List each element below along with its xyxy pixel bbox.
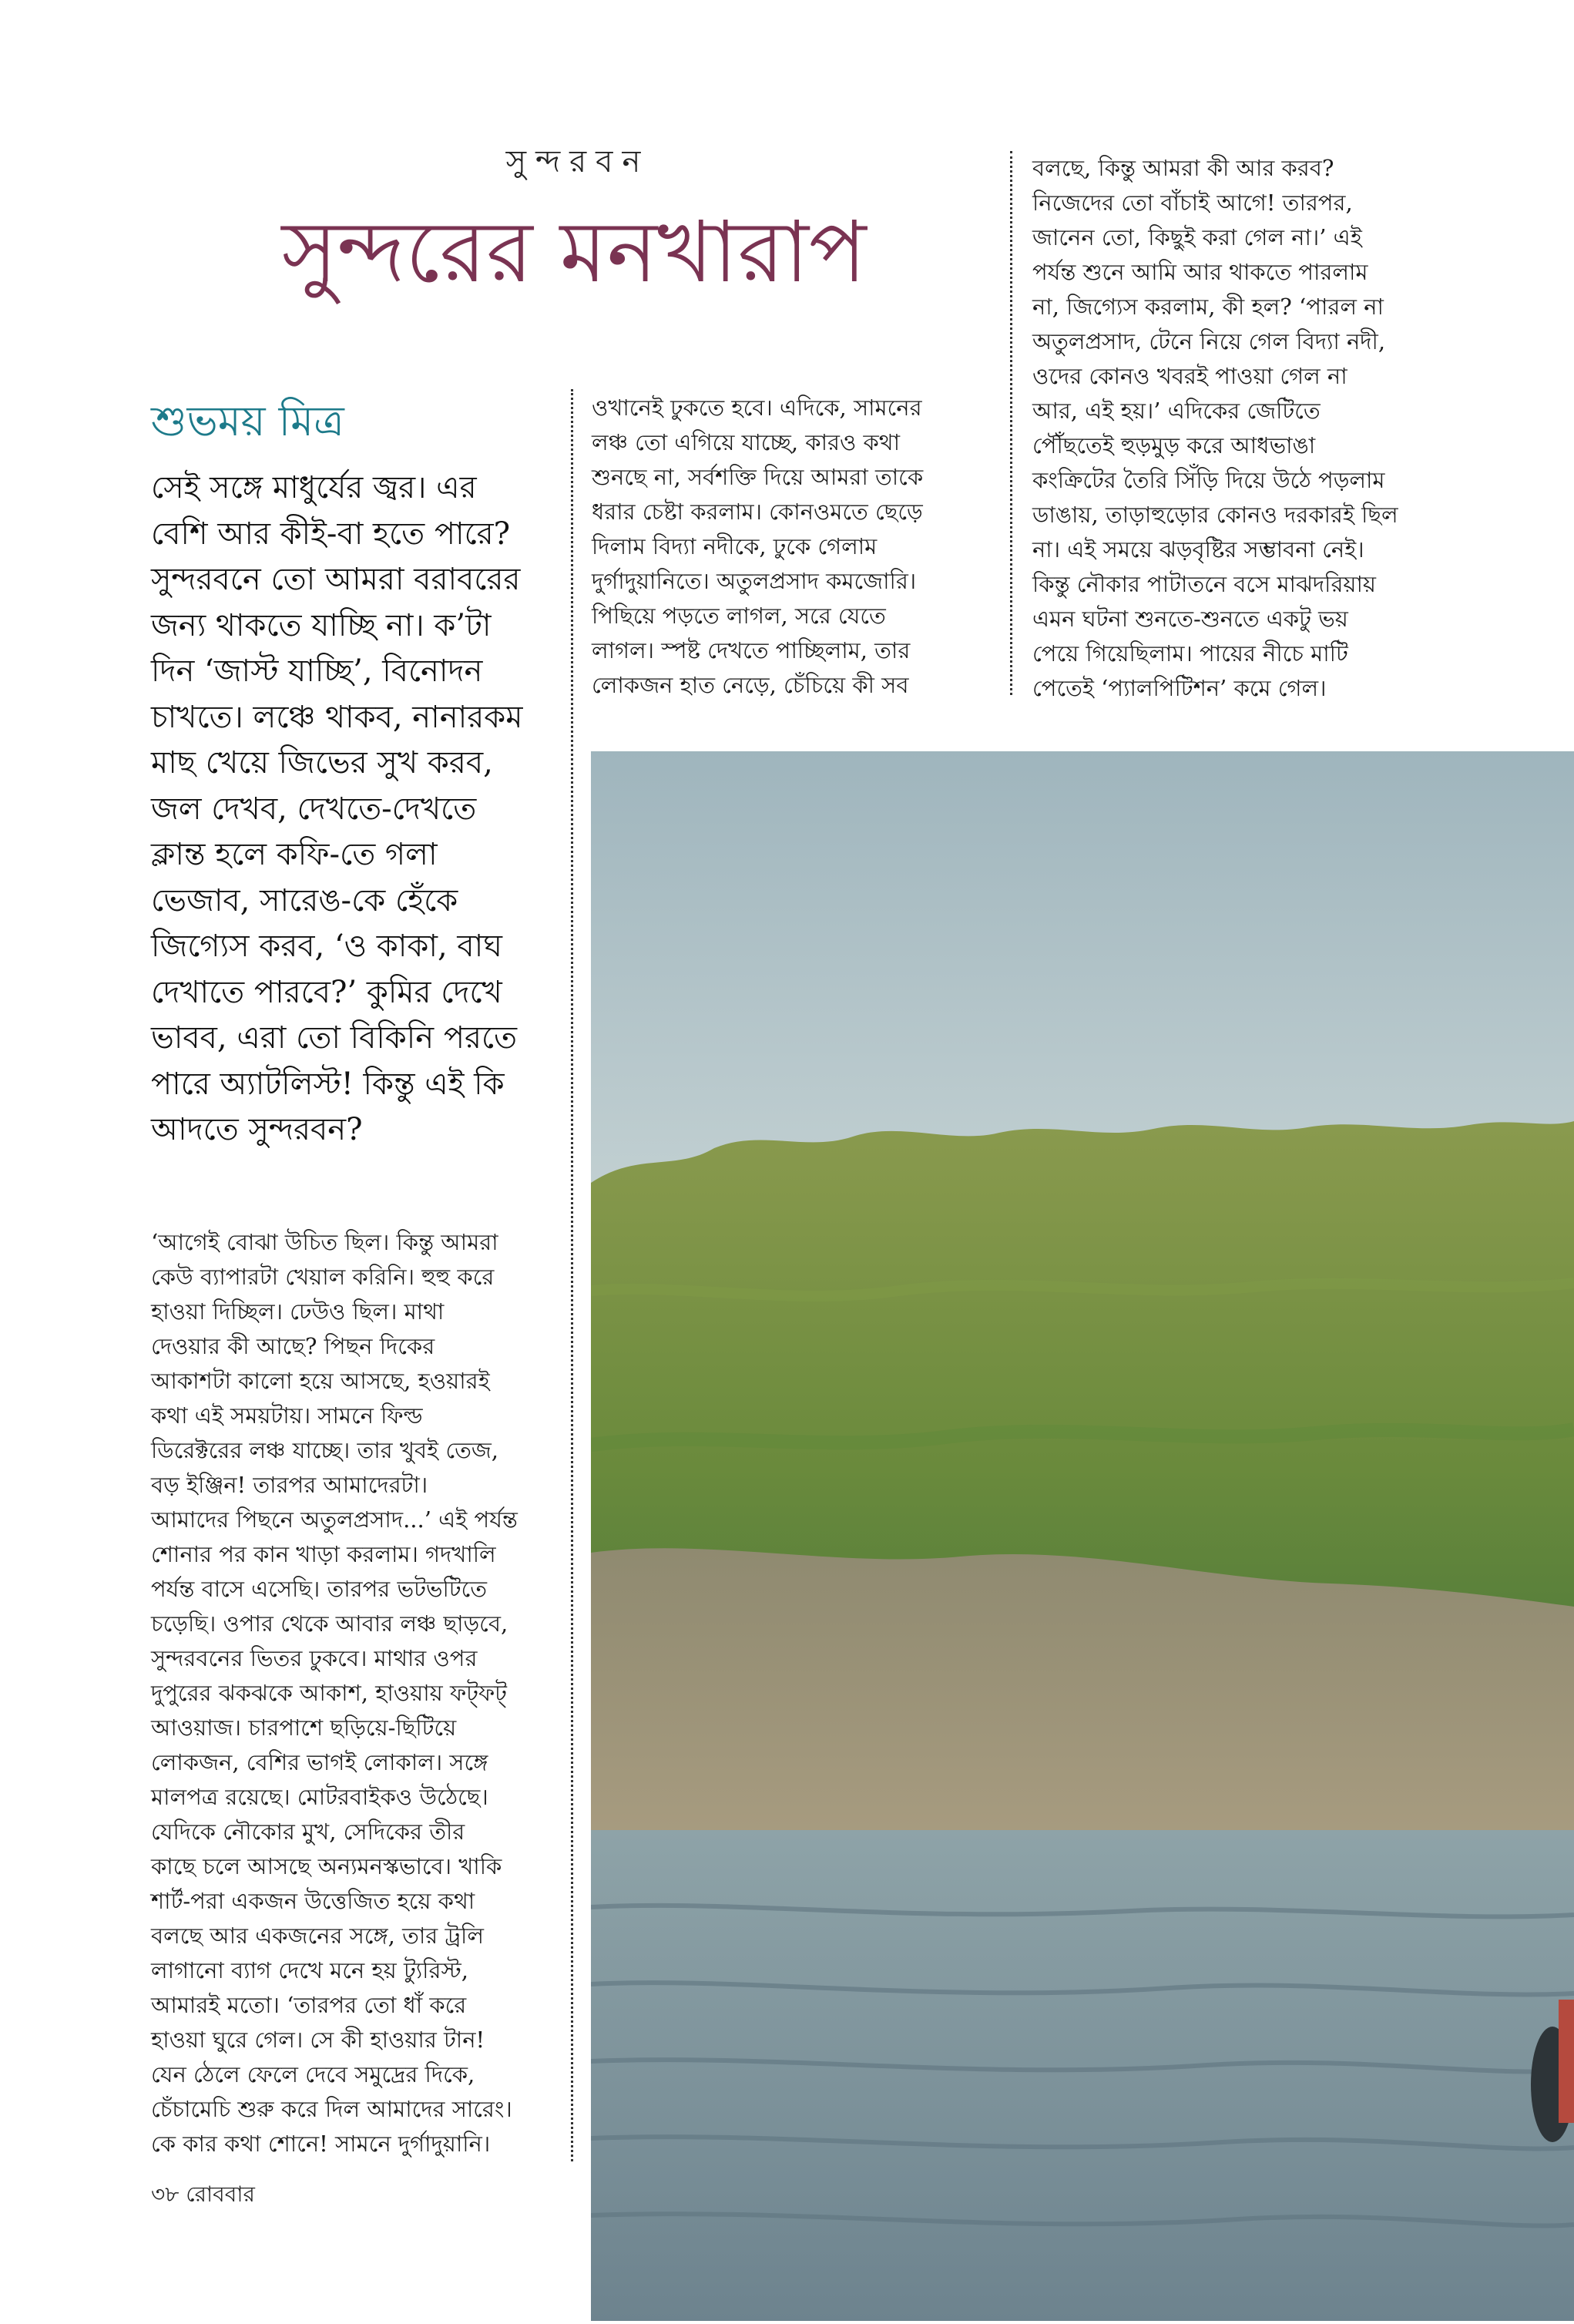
body-line: যেদিকে নৌকোর মুখ, সেদিকের তীর [151, 1819, 465, 1845]
body-line: বলছে, কিন্তু আমরা কী আর করব? [1032, 155, 1334, 181]
mangrove-riverbank-photo [591, 751, 1574, 2321]
body-line: কিন্তু নৌকার পাটাতনে বসে মাঝদরিয়ায় [1032, 571, 1376, 597]
body-line: সুন্দরবনের ভিতর ঢুকবে। মাথার ওপর [151, 1645, 478, 1671]
lead-paragraph [151, 465, 552, 1154]
lead-line: দেখাতে পারবে?’ কুমির দেখে [151, 974, 502, 1010]
body-line: আকাশটা কালো হয়ে আসছে, হওয়ারই [151, 1368, 490, 1394]
lead-line: পারে অ্যাটলিস্ট! কিন্তু এই কি [151, 1066, 505, 1102]
lead-line: ভেজাব, সারেঙ-কে হেঁকে [151, 882, 458, 919]
body-line: ডাঙায়, তাড়াহুড়োর কোনও দরকারই ছিল [1032, 502, 1398, 528]
body-line: পিছিয়ে পড়তে লাগল, সরে যেতে [592, 603, 886, 629]
body-line: ধরার চেষ্টা করলাম। কোনওমতে ছেড়ে [592, 499, 923, 525]
author-byline: শুভময় মিত্র [151, 397, 344, 445]
lead-line: সেই সঙ্গে মাধুর্যের জ্বর। এর [151, 470, 477, 505]
body-line: অতুলপ্রসাদ, টেনে নিয়ে গেল বিদ্যা নদী, [1032, 328, 1386, 354]
lead-line: জন্য থাকতে যাচ্ছি না। ক’টা [151, 607, 492, 643]
body-line: দুপুরের ঝকঝকে আকাশ, হাওয়ায় ফট্‌ফট্ [151, 1680, 507, 1706]
column-divider [571, 389, 573, 2161]
body-line: নিজেদের তো বাঁচাই আগে! তারপর, [1032, 190, 1353, 216]
lead-line: ক্লান্ত হলে কফি-তে গলা [151, 837, 438, 872]
body-line: কথা এই সময়টায়। সামনে ফিল্ড [151, 1402, 423, 1429]
body-line: লোকজন, বেশির ভাগই লোকাল। সঙ্গে [151, 1749, 488, 1775]
body-line: এমন ঘটনা শুনতে-শুনতে একটু ভয় [1032, 606, 1348, 632]
body-line: শুনছে না, সর্বশক্তি দিয়ে আমরা তাকে [592, 464, 924, 490]
body-line: পেতেই ‘প্যালপিটিশন’ কমে গেল। [1032, 675, 1327, 701]
lead-line: চাখতে। লঞ্চে থাকব, নানারকম [151, 699, 523, 735]
body-line: জানেন তো, কিছুই করা গেল না।’ এই [1032, 224, 1362, 250]
lead-line: আদতে সুন্দরবন? [151, 1112, 363, 1147]
body-line: পৌঁছতেই হুড়মুড় করে আধভাঙা [1032, 432, 1316, 458]
body-column-2 [592, 391, 977, 703]
body-line: শার্ট-পরা একজন উত্তেজিত হয়ে কথা [151, 1888, 475, 1914]
photo-illustration [591, 751, 1574, 2321]
body-line: পেয়ে গিয়েছিলাম। পায়ের নীচে মাটি [1032, 640, 1348, 667]
body-line: না। এই সময়ে ঝড়বৃষ্টির সম্ভাবনা নেই। [1032, 536, 1364, 563]
body-line: কে কার কথা শোনে! সামনে দুর্গাদুয়ানি। [151, 2131, 491, 2157]
body-line: কংক্রিটের তৈরি সিঁড়ি দিয়ে উঠে পড়লাম [1032, 467, 1385, 493]
body-column-1 [151, 1225, 552, 2161]
lead-line: ভাবব, এরা তো বিকিনি পরতে [151, 1020, 518, 1056]
body-line: কেউ ব্যাপারটা খেয়াল করিনি। হুহু করে [151, 1264, 495, 1290]
body-column-3 [1032, 151, 1464, 706]
body-line: শোনার পর কান খাড়া করলাম। গদখালি [151, 1541, 496, 1567]
body-line: লাগল। স্পষ্ট দেখতে পাচ্ছিলাম, তার [592, 637, 911, 663]
article-headline: সুন্দরের মনখারাপ [281, 203, 867, 301]
body-line: দিলাম বিদ্যা নদীকে, ঢুকে গেলাম [592, 533, 878, 559]
lead-line: সুন্দরবনে তো আমরা বরাবরের [151, 562, 521, 597]
section-kicker: সুন্দরবন [505, 144, 650, 180]
lead-line: মাছ খেয়ে জিভের সুখ করব, [151, 745, 493, 781]
body-line: পর্যন্ত বাসে এসেছি। তারপর ভটভটিতে [151, 1576, 488, 1602]
body-line: চেঁচামেচি শুরু করে দিল আমাদের সারেং। [151, 2096, 512, 2122]
body-line: ওদের কোনও খবরই পাওয়া গেল না [1032, 363, 1347, 389]
body-line: আওয়াজ। চারপাশে ছড়িয়ে-ছিটিয়ে [151, 1714, 457, 1741]
body-line: মালপত্র রয়েছে। মোটরবাইকও উঠেছে। [151, 1784, 488, 1810]
body-line: আর, এই হয়।’ এদিকের জেটিতে [1032, 398, 1321, 424]
body-line: বলছে আর একজনের সঙ্গে, তার ট্রলি [151, 1923, 484, 1949]
body-line: লঞ্চ তো এগিয়ে যাচ্ছে, কারও কথা [592, 429, 900, 455]
column-divider [1010, 151, 1012, 695]
body-line: হাওয়া ঘুরে গেল। সে কী হাওয়ার টান! [151, 2027, 485, 2053]
lead-line: দিন ‘জাস্ট যাচ্ছি’, বিনোদন [151, 653, 483, 689]
body-line: ওখানেই ঢুকতে হবে। এদিকে, সামনের [592, 395, 922, 421]
body-line: পর্যন্ত শুনে আমি আর থাকতে পারলাম [1032, 259, 1368, 285]
body-line: আমারই মতো। ‘তারপর তো ধাঁ করে [151, 1992, 467, 2018]
lead-line: জল দেখব, দেখতে-দেখতে [151, 791, 477, 827]
body-line: বড় ইঞ্জিন! তারপর আমাদেরটা। [151, 1472, 428, 1498]
body-line: কাছে চলে আসছে অন্যমনস্কভাবে। খাকি [151, 1853, 502, 1879]
page-folio: ৩৮ রোববার [151, 2181, 255, 2207]
body-line: ‘আগেই বোঝা উচিত ছিল। কিন্তু আমরা [151, 1229, 498, 1255]
body-line: না, জিগ্যেস করলাম, কী হল? ‘পারল না [1032, 294, 1384, 320]
body-line: ডিরেক্টরের লঞ্চ যাচ্ছে। তার খুবই তেজ, [151, 1437, 499, 1463]
body-line: আমাদের পিছনে অতুলপ্রসাদ...’ এই পর্যন্ত [151, 1506, 518, 1533]
body-line: দুর্গাদুয়ানিতে। অতুলপ্রসাদ কমজোরি। [592, 568, 917, 594]
body-line: চড়েছি। ওপার থেকে আবার লঞ্চ ছাড়বে, [151, 1610, 508, 1637]
body-line: হাওয়া দিচ্ছিল। ঢেউও ছিল। মাথা [151, 1298, 445, 1325]
body-line: যেন ঠেলে ফেলে দেবে সমুদ্রের দিকে, [151, 2061, 475, 2087]
body-line: দেওয়ার কী আছে? পিছন দিকের [151, 1333, 435, 1359]
body-line: লোকজন হাত নেড়ে, চেঁচিয়ে কী সব [592, 672, 909, 698]
body-line: লাগানো ব্যাগ দেখে মনে হয় ট্যুরিস্ট, [151, 1957, 468, 1983]
lead-line: জিগ্যেস করব, ‘ও কাকা, বাঘ [151, 929, 502, 964]
lead-line: বেশি আর কীই-বা হতে পারে? [151, 516, 511, 552]
